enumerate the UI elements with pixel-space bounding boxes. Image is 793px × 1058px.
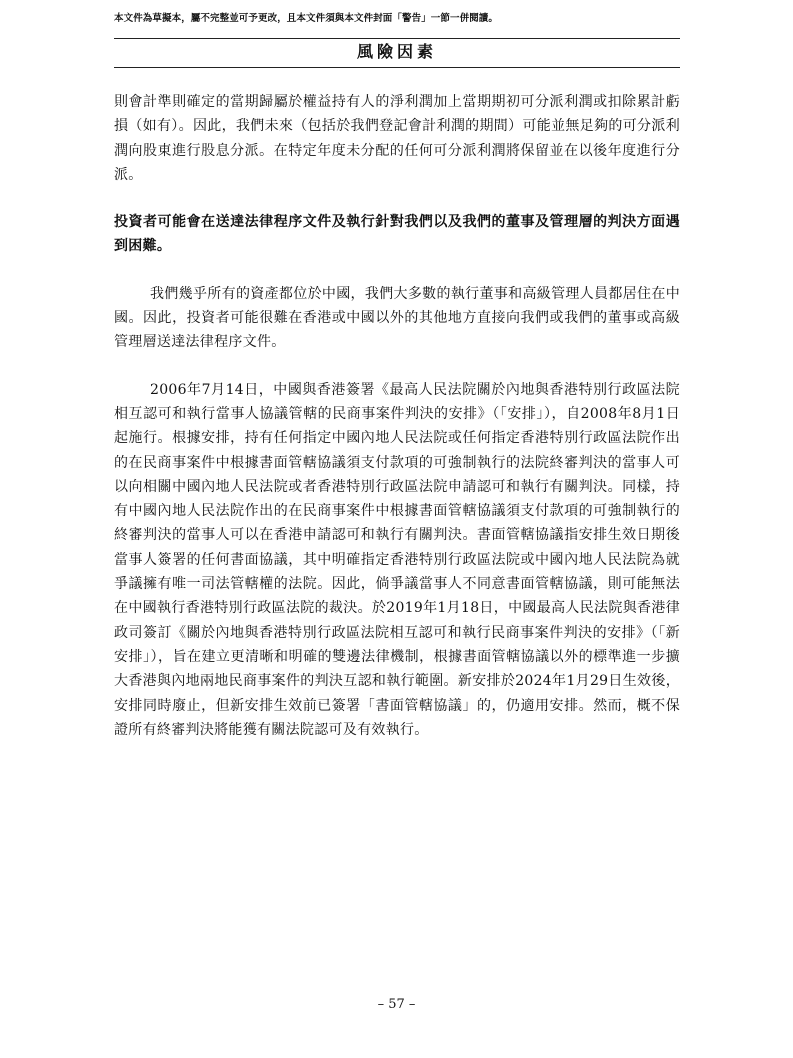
draft-disclaimer: 本文件為草擬本，屬不完整並可予更改，且本文件須與本文件封面「警告」一節一併閱讀。 <box>114 13 499 24</box>
header-bottom-rule <box>114 67 680 68</box>
risk-heading-service-of-process: 投資者可能會在送達法律程序文件及執行針對我們以及我們的董事及管理層的判決方面遇到困難。 <box>114 214 680 255</box>
paragraph-assets-in-china: 我們幾乎所有的資產都位於中國，我們大多數的執行董事和高級管理人員都居住在中國。因此，投資者可能很難在香港或中國以外的其他地方直接向我們或我們的董事或高級管理層送達法律程序文件。 <box>114 285 680 351</box>
section-title: 風險因素 <box>356 42 437 61</box>
page-number: – 57 – <box>377 997 416 1012</box>
paragraph-distributable-profits: 則會計準則確定的當期歸屬於權益持有人的淨利潤加上當期期初可分派利潤或扣除累計虧損（如有）。因此，我們未來（包括於我們登記會計利潤的期間）可能並無足夠的可分派利潤向股東進行股息分派。在特定年度未分配的任何可分派利潤將保留並在以後年度進行分派。 <box>114 94 680 183</box>
document-body <box>114 90 680 742</box>
header-top-rule <box>114 38 680 39</box>
paragraph-reciprocal-enforcement: 2006年7月14日，中國與香港簽署《最高人民法院關於內地與香港特別行政區法院相互認可和執行當事人協議管轄的民商事案件判決的安排》（「安排」），自2008年8月1日起施行。根據安排，持有任何指定中國內地人民法院或任何指定香港特別行政區法院作出的在民商事案件中根據書面管轄協議須支付款項的可強制執行的法院終審判決的當事人可以向相關中國內地人民法院或者香港特別行政區法院申請認可和執行有關判決。同樣，持有中國內地人民法院作出的在民商事案件中根據書面管轄協議須支付款項的可強制執行的終審判決的當事人可以在香港申請認可和執行有關判決。書面管轄協議指安排生效日期後當事人簽署的任何書面協議，其中明確指定香港特別行政區法院或中國內地人民法院為就爭議擁有唯一司法管轄權的法院。因此，倘爭議當事人不同意書面管轄協議，則可能無法在中國執行香港特別行政區法院的裁決。於2019年1月18日，中國最高人民法院與香港律政司簽訂《關於內地與香港特別行政區法院相互認可和執行民商事案件判決的安排》（「新安排」），旨在建立更清晰和明確的雙邊法律機制，根據書面管轄協議以外的標準進一步擴大香港與內地兩地民商事案件的判決互認和執行範圍。新安排於2024年1月29日生效後，安排同時廢止，但新安排生效前已簽署「書面管轄協議」的，仍適用安排。然而，概不保證所有終審判決將能獲有關法院認可及有效執行。 <box>114 381 680 738</box>
